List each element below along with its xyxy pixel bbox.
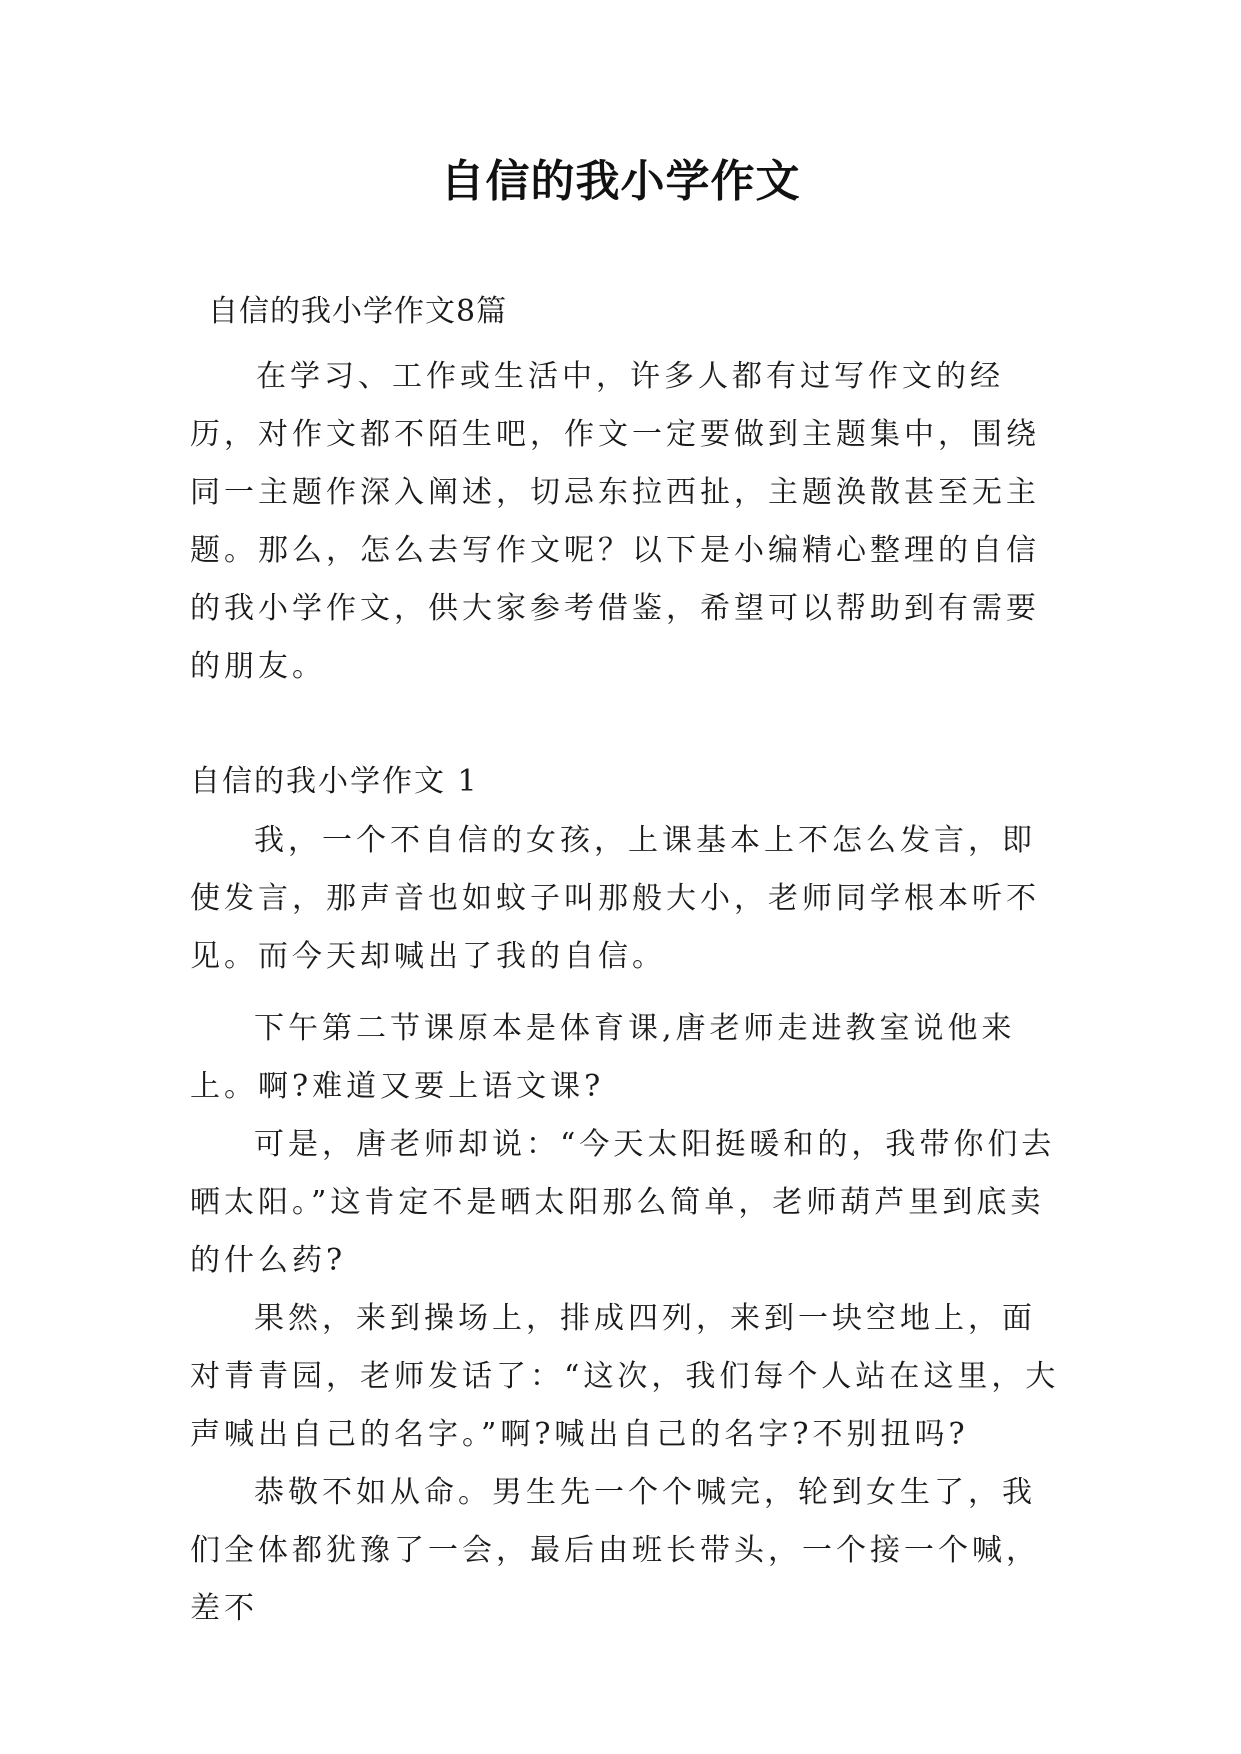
body-paragraph: 我，一个不自信的女孩，上课基本上不怎么发言，即使发言，那声音也如蚊子叫那般大小，老师同学根本听不见。而今天却喊出了我的自信。 xyxy=(190,823,1040,974)
document-subtitle: 自信的我小学作文8篇 xyxy=(208,294,508,329)
document-title: 自信的我小学作文 xyxy=(440,156,801,207)
body-paragraph: 恭敬不如从命。男生先一个个喊完，轮到女生了，我们全体都犹豫了一会，最后由班长带头，一个接一个喊，差不 xyxy=(190,1475,1040,1626)
intro-paragraph: 在学习、工作或生活中，许多人都有过写作文的经历，对作文都不陌生吧，作文一定要做到主题集中，围绕同一主题作深入阐述，切忌东拉西扯，主题涣散甚至无主题。那么，怎么去写作文呢？以下是小编精心整理的自信的我小学作文，供大家参考借鉴，希望可以帮助到有需要的朋友。 xyxy=(190,359,1040,684)
body-paragraph: 下午第二节课原本是体育课,唐老师走进教室说他来上。啊?难道又要上语文课? xyxy=(190,1011,1016,1104)
body-paragraph: 可是，唐老师却说：“今天太阳挺暖和的，我带你们去晒太阳。”这肯定不是晒太阳那么简单，老师葫芦里到底卖的什么药? xyxy=(190,1127,1056,1278)
body-paragraph: 果然，来到操场上，排成四列，来到一块空地上，面对青青园，老师发话了：“这次，我们每个人站在这里，大声喊出自己的名字。”啊?喊出自己的名字?不别扭吗? xyxy=(190,1301,1060,1452)
section-heading: 自信的我小学作文 1 xyxy=(190,764,479,799)
